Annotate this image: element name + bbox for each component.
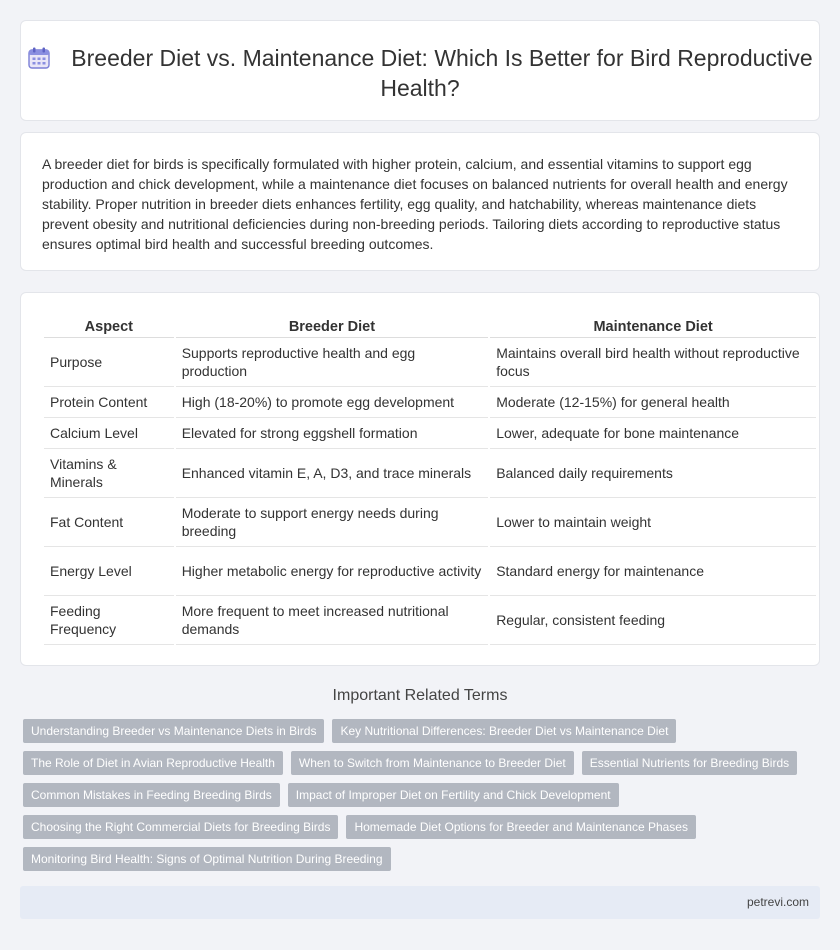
related-terms-heading: Important Related Terms — [332, 687, 508, 704]
related-term-tag[interactable]: Homemade Diet Options for Breeder and Maintenance Phases — [346, 815, 696, 839]
tag-row — [23, 719, 803, 743]
related-term-tag[interactable]: Key Nutritional Differences: Breeder Diet vs Maintenance Diet — [332, 719, 676, 743]
related-term-tag[interactable]: Impact of Improper Diet on Fertility and Chick Development — [288, 783, 619, 807]
cell-aspect: Vitamins & Minerals — [44, 449, 174, 498]
page-title-container — [21, 43, 819, 103]
cell-breeder: Enhanced vitamin E, A, D3, and trace minerals — [176, 449, 489, 498]
table-header-row — [44, 317, 816, 338]
tag-row — [23, 815, 803, 839]
header-maintenance-diet: Maintenance Diet — [490, 317, 816, 338]
cell-breeder: Supports reproductive health and egg production — [176, 338, 489, 387]
cell-aspect: Protein Content — [44, 387, 174, 418]
table-row — [44, 449, 816, 498]
related-term-tag[interactable]: The Role of Diet in Avian Reproductive Health — [23, 751, 283, 775]
header-card — [20, 20, 820, 121]
related-term-tag[interactable]: Common Mistakes in Feeding Breeding Birds — [23, 783, 280, 807]
cell-aspect: Fat Content — [44, 498, 174, 547]
cell-breeder: Moderate to support energy needs during breeding — [176, 498, 489, 547]
table-row — [44, 596, 816, 645]
cell-aspect: Feeding Frequency — [44, 596, 174, 645]
table-row — [44, 387, 816, 418]
table-row — [44, 498, 816, 547]
header-aspect: Aspect — [44, 317, 174, 338]
cell-maintenance: Maintains overall bird health without reproductive focus — [490, 338, 816, 387]
cell-aspect: Calcium Level — [44, 418, 174, 449]
cell-maintenance: Standard energy for maintenance — [490, 547, 816, 596]
cell-aspect: Energy Level — [44, 547, 174, 596]
cell-maintenance: Moderate (12-15%) for general health — [490, 387, 816, 418]
related-term-tag[interactable]: When to Switch from Maintenance to Breeder Diet — [291, 751, 574, 775]
cell-maintenance: Balanced daily requirements — [490, 449, 816, 498]
cell-breeder: More frequent to meet increased nutritional demands — [176, 596, 489, 645]
table-row — [44, 418, 816, 449]
cell-breeder: High (18-20%) to promote egg development — [176, 387, 489, 418]
related-terms-tags — [23, 719, 803, 879]
cell-maintenance: Lower, adequate for bone maintenance — [490, 418, 816, 449]
footer-site-link[interactable]: petrevi.com — [746, 895, 809, 909]
header-breeder-diet: Breeder Diet — [176, 317, 489, 338]
related-term-tag[interactable]: Understanding Breeder vs Maintenance Diets in Birds — [23, 719, 324, 743]
related-term-tag[interactable]: Essential Nutrients for Breeding Birds — [582, 751, 797, 775]
cell-breeder: Higher metabolic energy for reproductive activity — [176, 547, 489, 596]
cell-maintenance: Regular, consistent feeding — [490, 596, 816, 645]
tag-row — [23, 847, 803, 871]
intro-card — [20, 132, 820, 271]
comparison-card — [20, 292, 820, 666]
table-row — [44, 338, 816, 387]
cell-aspect: Purpose — [44, 338, 174, 387]
cell-breeder: Elevated for strong eggshell formation — [176, 418, 489, 449]
tag-row — [23, 783, 803, 807]
related-term-tag[interactable]: Monitoring Bird Health: Signs of Optimal Nutrition During Breeding — [23, 847, 391, 871]
footer-bar — [20, 886, 820, 919]
tag-row — [23, 751, 803, 775]
intro-paragraph: A breeder diet for birds is specifically formulated with higher protein, calcium, and essential vitamins to support egg production and chick development, while a maintenance diet focuses on balanced nutrients for overall health and energy stability. Proper nutrition in breeder diets enhances fertility, egg quality, and hatchability, whereas maintenance diets prevent obesity and nutritional deficiencies during non-breeding periods. Tailoring diets according to reproductive status ensures optimal bird health and successful breeding outcomes. — [42, 156, 788, 252]
page-title: Breeder Diet vs. Maintenance Diet: Which Is Better for Bird Reproductive Health? — [71, 45, 813, 101]
related-term-tag[interactable]: Choosing the Right Commercial Diets for Breeding Birds — [23, 815, 338, 839]
calendar-icon — [27, 46, 51, 70]
cell-maintenance: Lower to maintain weight — [490, 498, 816, 547]
comparison-table — [42, 317, 818, 645]
table-row — [44, 547, 816, 596]
